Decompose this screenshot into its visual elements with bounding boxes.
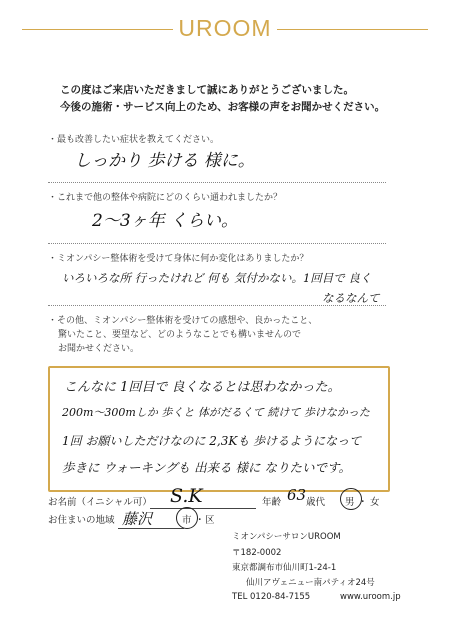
area-value: 藤沢	[122, 510, 153, 528]
area-ward: 区	[205, 515, 215, 526]
postal-code: 〒182-0002	[232, 548, 282, 558]
salon-name: ミオンパシーサロンUROOM	[232, 532, 341, 542]
telephone: TEL 0120-84-7155	[232, 592, 311, 602]
brand-logo: UROOM	[178, 15, 272, 41]
question-3-prompt: ・ミオンパシー整体術を受けて身体に何か変化はありましたか？	[48, 254, 309, 264]
question-4-prompt-line-3: お聞かせください。	[58, 344, 140, 354]
area-underline	[118, 528, 184, 529]
gender-female: 女	[370, 497, 380, 508]
area-separator: ・	[195, 515, 205, 526]
divider-2	[48, 243, 386, 244]
comment-line-4: 歩きに ウォーキングも 出来る 様に なりたいです。	[62, 460, 352, 475]
intro-line-1: この度はご来店いただきまして誠にありがとうございました。	[60, 84, 354, 96]
gender-male: 男	[345, 497, 355, 508]
question-2-prompt: ・これまで他の整体や病院にどのくらい通われましたか？	[48, 193, 283, 203]
website: www.uroom.jp	[340, 592, 401, 602]
question-3-answer-line-2: なるなんて	[322, 291, 380, 305]
question-2-answer: 2〜3ヶ年 くらい。	[92, 211, 239, 231]
comment-line-1: こんなに 1回目で 良くなるとは思わなかった。	[64, 380, 341, 395]
divider-3	[48, 305, 386, 306]
divider-1	[48, 182, 386, 183]
name-value: S.K	[170, 485, 203, 507]
intro-line-2: 今後の施術・サービス向上のため、お客様の声をお聞かせください。	[60, 101, 386, 113]
address-line-1: 東京都調布市仙川町1-24-1	[232, 563, 337, 573]
area-city: 市	[182, 515, 192, 526]
area-label: お住まいの地域	[48, 515, 115, 526]
comment-line-3: 1回 お願いしただけなのに 2,3Kも 歩けるようになって	[62, 434, 362, 448]
question-4-prompt-line-2: 驚いたこと、要望など、どのようなことでも構いませんので	[58, 330, 302, 340]
age-unit: 歳代	[306, 497, 326, 508]
question-3-answer-line-1: いろいろな所 行ったけれど 何も 気付かない。1回目で 良く	[62, 271, 372, 285]
name-label: お名前（イニシャル可）	[48, 497, 152, 508]
address-line-2: 仙川アヴェニュー南パティオ24号	[246, 578, 375, 588]
question-1-prompt: ・最も改善したい症状を教えてください。	[48, 135, 220, 145]
age-value: 63	[287, 486, 307, 504]
name-underline	[150, 508, 256, 509]
age-label: 年齢	[262, 497, 282, 508]
gender-separator: ・	[358, 497, 368, 508]
question-1-answer: しっかり 歩ける 様に。	[74, 151, 255, 171]
question-4-prompt-line-1: ・その他、ミオンパシー整体術を受けての感想や、良かったこと、	[48, 316, 318, 326]
comment-line-2: 200m〜300mしか 歩くと 体がだるくて 続けて 歩けなかった	[62, 406, 370, 419]
